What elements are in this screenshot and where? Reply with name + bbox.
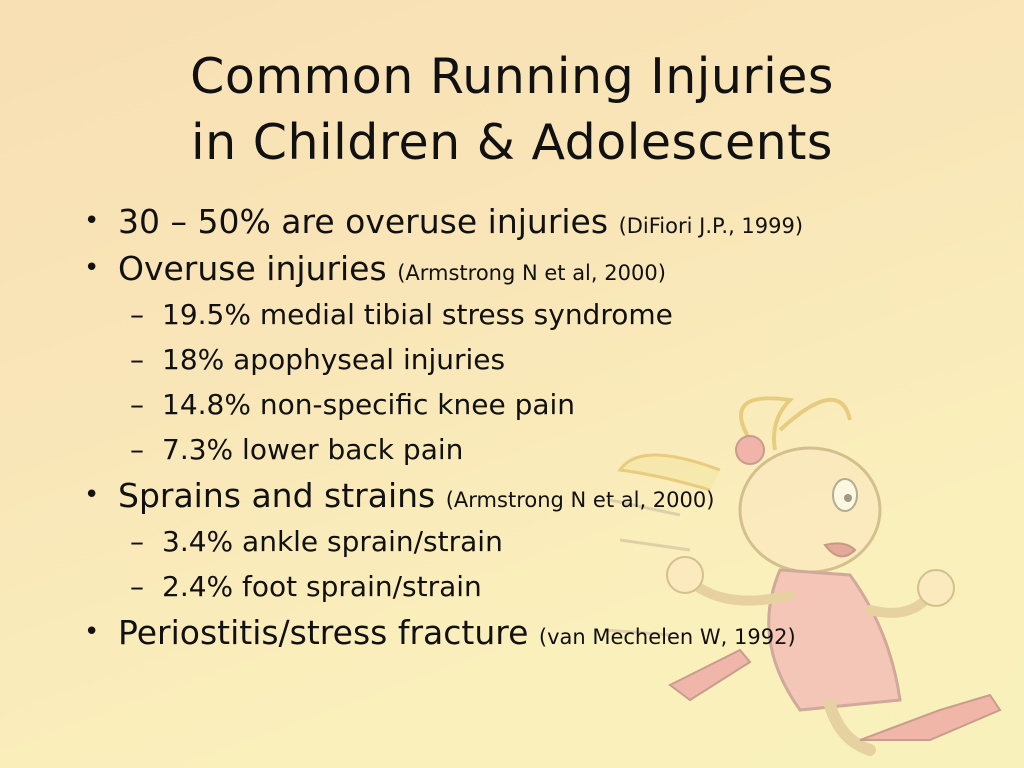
bullet-glyph: •: [84, 480, 100, 510]
bullet-glyph: •: [84, 617, 100, 647]
sub-bullet-text: 3.4% ankle sprain/strain: [162, 525, 503, 558]
shoe: [670, 650, 750, 700]
sub-bullet-glyph: –: [130, 343, 144, 376]
sub-bullet-text: 18% apophyseal injuries: [162, 343, 506, 376]
sub-bullet-glyph: –: [130, 433, 144, 466]
sub-bullet-text: 2.4% foot sprain/strain: [162, 570, 482, 603]
sub-bullet-item: [84, 382, 984, 427]
bullet-text: 30 – 50% are overuse injuries: [118, 202, 609, 241]
bullet-glyph: •: [84, 206, 100, 236]
bullet-text: Sprains and strains: [118, 476, 436, 515]
sub-bullet-glyph: –: [130, 570, 144, 603]
title-line-1: Common Running Injuries: [190, 48, 834, 105]
sub-bullet-item: [84, 519, 984, 564]
sub-bullet-item: [84, 337, 984, 382]
bullet-item: [84, 472, 984, 519]
sub-bullet-item: [84, 427, 984, 472]
leg: [830, 705, 870, 750]
citation: (Armstrong N et al, 2000): [445, 488, 715, 512]
sub-bullet-item: [84, 292, 984, 337]
bullet-item: [84, 198, 984, 245]
bullet-item: [84, 609, 984, 656]
sub-bullet-glyph: –: [130, 525, 144, 558]
citation: (van Mechelen W, 1992): [538, 625, 796, 649]
slide-title: [0, 44, 1024, 176]
bullet-item: [84, 245, 984, 292]
title-line-2: in Children & Adolescents: [191, 114, 833, 171]
citation: (DiFiori J.P., 1999): [618, 214, 804, 238]
sub-bullet-text: 14.8% non-specific knee pain: [162, 388, 576, 421]
citation: (Armstrong N et al, 2000): [397, 261, 666, 285]
sub-bullet-text: 7.3% lower back pain: [162, 433, 464, 466]
bullet-glyph: •: [84, 253, 100, 283]
bullet-text: Overuse injuries: [118, 249, 387, 288]
sub-bullet-item: [84, 564, 984, 609]
bullet-text: Periostitis/stress fracture: [118, 613, 529, 652]
sub-bullet-text: 19.5% medial tibial stress syndrome: [162, 298, 673, 331]
bullet-list: [84, 198, 984, 656]
sub-bullet-glyph: –: [130, 388, 144, 421]
sub-bullet-glyph: –: [130, 298, 144, 331]
